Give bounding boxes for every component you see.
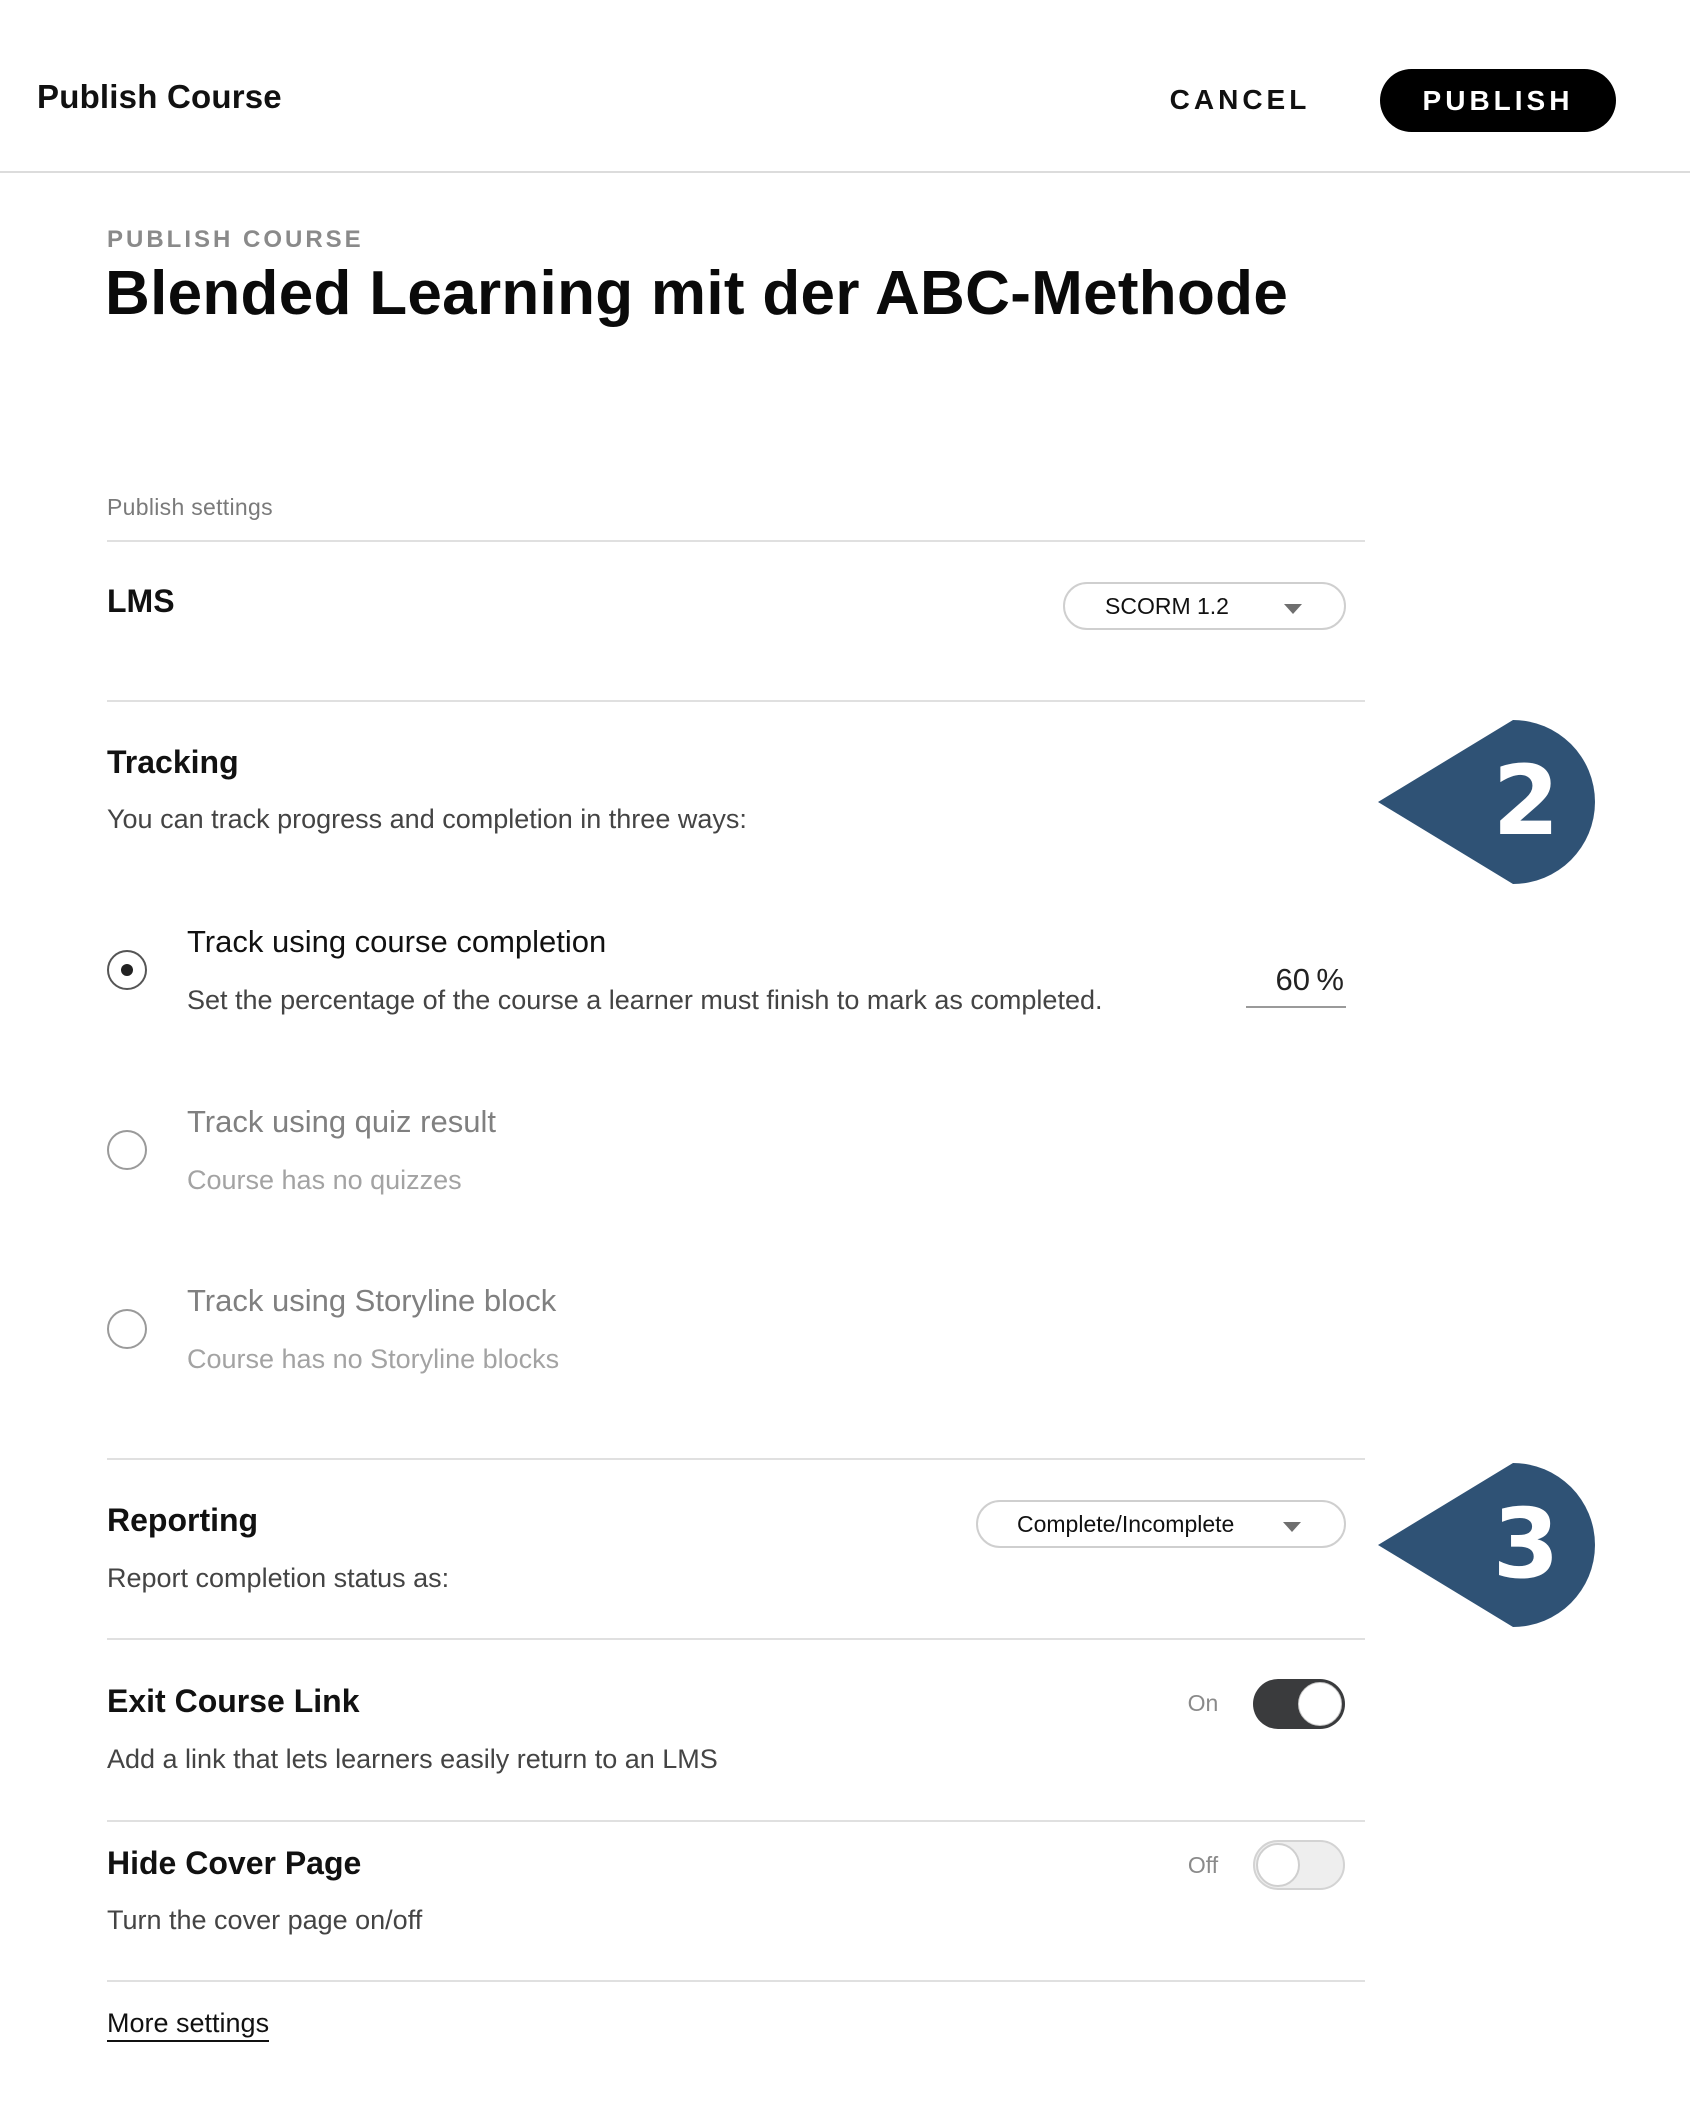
reporting-select[interactable] [976, 1500, 1346, 1548]
reporting-select-value: Complete/Incomplete [1017, 1511, 1235, 1537]
lms-select-value: SCORM 1.2 [1105, 593, 1229, 619]
radio-selected-dot [121, 964, 133, 976]
callout-shape [1378, 1463, 1595, 1627]
divider [107, 1820, 1365, 1822]
completion-percentage-input[interactable] [1246, 960, 1346, 1008]
toggle-knob [1256, 1843, 1300, 1887]
option-title-quiz-result: Track using quiz result [187, 1104, 496, 1139]
page-eyebrow: PUBLISH COURSE [107, 226, 364, 253]
completion-percentage-value: 60 [1275, 962, 1310, 997]
exit-course-link-toggle[interactable] [1253, 1679, 1345, 1729]
exit-course-link-state: On [1187, 1690, 1219, 1716]
callout-number: 2 [1492, 745, 1560, 857]
divider [107, 1638, 1365, 1640]
option-description-quiz-result: Course has no quizzes [187, 1165, 462, 1195]
section-label-publish-settings: Publish settings [107, 494, 273, 520]
app-title: Publish Course [37, 78, 282, 115]
callout-shape [1378, 720, 1595, 884]
divider [107, 1980, 1365, 1982]
cancel-button[interactable]: CANCEL [1150, 74, 1330, 126]
hide-cover-page-state: Off [1187, 1852, 1219, 1878]
callout-badge-3 [1378, 1460, 1618, 1630]
exit-course-link-title: Exit Course Link [107, 1683, 360, 1719]
callout-number: 3 [1492, 1488, 1560, 1600]
lms-select[interactable] [1063, 582, 1346, 630]
callout-badge-2 [1378, 717, 1618, 887]
option-title-course-completion: Track using course completion [187, 924, 607, 959]
toggle-knob [1298, 1682, 1342, 1726]
percent-unit: % [1316, 962, 1344, 997]
tracking-title: Tracking [107, 744, 239, 780]
exit-course-link-description: Add a link that lets learners easily return to an LMS [107, 1744, 718, 1774]
publish-button[interactable]: PUBLISH [1380, 69, 1616, 132]
top-bar [0, 0, 1690, 173]
option-description-course-completion: Set the percentage of the course a learner must finish to mark as completed. [187, 985, 1103, 1015]
tracking-description: You can track progress and completion in three ways: [107, 804, 747, 834]
reporting-description: Report completion status as: [107, 1563, 450, 1593]
chevron-down-icon [1283, 1522, 1301, 1532]
more-settings-link[interactable]: More settings [107, 2008, 269, 2042]
divider [107, 540, 1365, 542]
divider [107, 700, 1365, 702]
option-title-storyline-block: Track using Storyline block [187, 1283, 557, 1318]
chevron-down-icon [1284, 604, 1302, 614]
radio-storyline-block[interactable] [107, 1309, 147, 1349]
option-description-storyline-block: Course has no Storyline blocks [187, 1344, 560, 1374]
reporting-title: Reporting [107, 1502, 259, 1538]
radio-quiz-result[interactable] [107, 1130, 147, 1170]
divider [107, 1458, 1365, 1460]
hide-cover-page-toggle[interactable] [1253, 1840, 1345, 1890]
lms-label: LMS [107, 583, 175, 619]
hide-cover-page-description: Turn the cover page on/off [107, 1905, 423, 1935]
hide-cover-page-title: Hide Cover Page [107, 1845, 362, 1881]
course-title: Blended Learning mit der ABC-Methode [105, 259, 1289, 328]
radio-course-completion[interactable] [107, 950, 147, 990]
